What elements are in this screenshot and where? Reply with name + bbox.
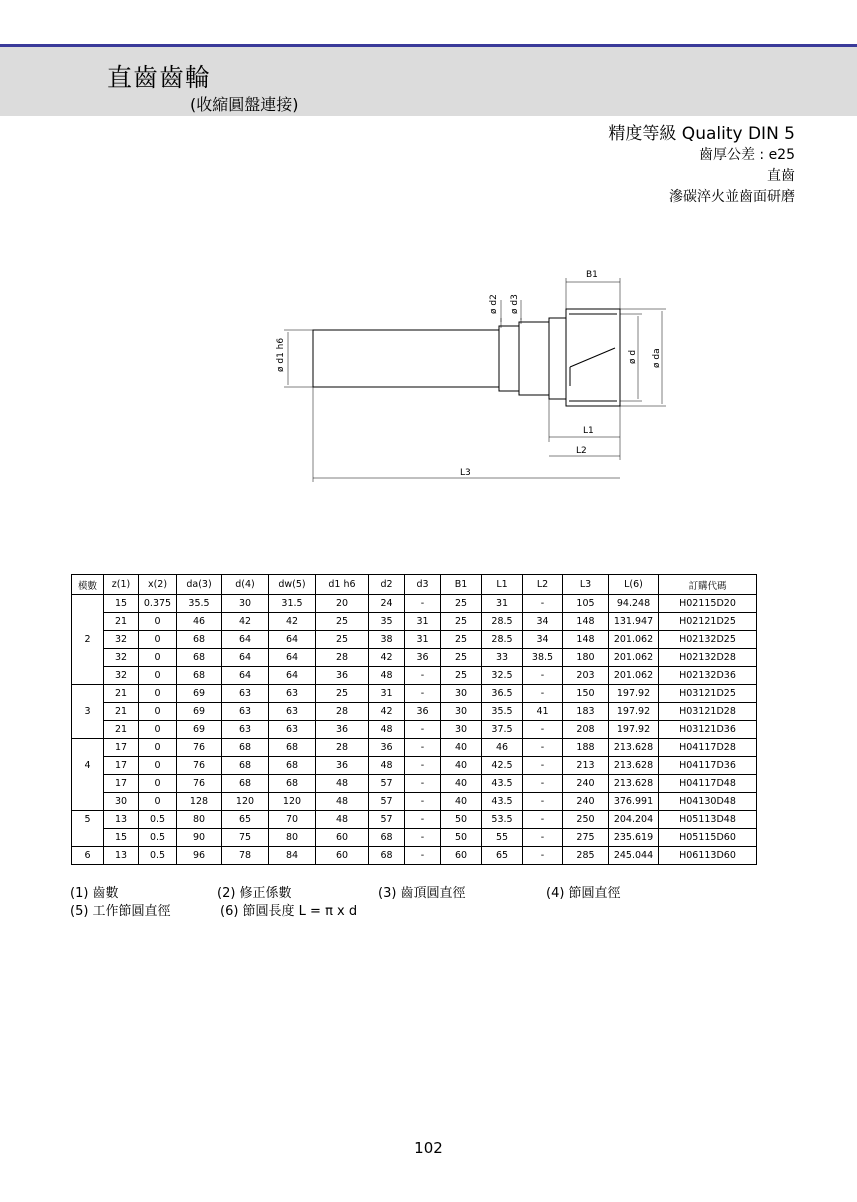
table-cell: 0.375 bbox=[139, 595, 177, 613]
table-cell: 213.628 bbox=[609, 775, 659, 793]
table-cell: 60 bbox=[316, 829, 369, 847]
table-cell: 213 bbox=[563, 757, 609, 775]
table-cell: 0 bbox=[139, 613, 177, 631]
table-cell: 208 bbox=[563, 721, 609, 739]
module-cell bbox=[72, 613, 104, 631]
table-cell: 40 bbox=[441, 793, 482, 811]
table-header-cell: da(3) bbox=[177, 575, 222, 595]
table-cell: 42 bbox=[369, 703, 405, 721]
table-cell: 64 bbox=[269, 649, 316, 667]
table-cell: 0 bbox=[139, 649, 177, 667]
table-cell: 197.92 bbox=[609, 721, 659, 739]
table-cell: 36 bbox=[405, 649, 441, 667]
table-cell: - bbox=[405, 829, 441, 847]
table-cell: 15 bbox=[104, 595, 139, 613]
table-cell: - bbox=[405, 757, 441, 775]
table-cell: 13 bbox=[104, 811, 139, 829]
hub-step-1 bbox=[499, 326, 519, 391]
table-cell: 204.204 bbox=[609, 811, 659, 829]
table-cell: - bbox=[523, 829, 563, 847]
table-cell: 21 bbox=[104, 703, 139, 721]
table-cell: 150 bbox=[563, 685, 609, 703]
module-cell bbox=[72, 649, 104, 667]
table-cell: H05115D60 bbox=[659, 829, 757, 847]
table-cell: 148 bbox=[563, 613, 609, 631]
table-cell: - bbox=[405, 685, 441, 703]
table-cell: 183 bbox=[563, 703, 609, 721]
table-cell: 68 bbox=[177, 649, 222, 667]
table-cell: 68 bbox=[369, 847, 405, 865]
table-cell: 68 bbox=[222, 775, 269, 793]
table-cell: 63 bbox=[222, 703, 269, 721]
table-row bbox=[72, 829, 757, 847]
table-cell: 21 bbox=[104, 685, 139, 703]
footnote-5: (5) 工作節圓直徑 bbox=[70, 904, 171, 919]
table-cell: 28.5 bbox=[482, 613, 523, 631]
table-cell: 0 bbox=[139, 757, 177, 775]
module-cell: 3 bbox=[72, 703, 104, 721]
table-cell: 17 bbox=[104, 757, 139, 775]
dim-d3: ø d3 bbox=[510, 294, 520, 314]
table-cell: - bbox=[405, 775, 441, 793]
table-header-cell: d2 bbox=[369, 575, 405, 595]
table-cell: 76 bbox=[177, 775, 222, 793]
table-header-cell: dw(5) bbox=[269, 575, 316, 595]
table-cell: 201.062 bbox=[609, 667, 659, 685]
table-row bbox=[72, 685, 757, 703]
table-cell: 96 bbox=[177, 847, 222, 865]
table-cell: - bbox=[523, 775, 563, 793]
dim-l1: L1 bbox=[583, 426, 594, 436]
table-cell: 25 bbox=[441, 631, 482, 649]
table-cell: 32 bbox=[104, 649, 139, 667]
table-header-cell: d1 h6 bbox=[316, 575, 369, 595]
table-cell: 25 bbox=[316, 613, 369, 631]
table-cell: 69 bbox=[177, 721, 222, 739]
table-header-cell: 訂購代碼 bbox=[659, 575, 757, 595]
table-cell: 50 bbox=[441, 829, 482, 847]
table-cell: 37.5 bbox=[482, 721, 523, 739]
table-cell: 46 bbox=[482, 739, 523, 757]
table-header-cell: 模數 bbox=[72, 575, 104, 595]
table-cell: 43.5 bbox=[482, 793, 523, 811]
table-cell: 201.062 bbox=[609, 649, 659, 667]
table-cell: 68 bbox=[369, 829, 405, 847]
table-cell: 131.947 bbox=[609, 613, 659, 631]
table-cell: 80 bbox=[269, 829, 316, 847]
table-header-cell: L(6) bbox=[609, 575, 659, 595]
table-cell: 64 bbox=[222, 631, 269, 649]
footnote-2: (2) 修正係數 bbox=[217, 886, 292, 901]
table-cell: 68 bbox=[222, 739, 269, 757]
tooth-type: 直齒 bbox=[767, 168, 795, 184]
table-row bbox=[72, 793, 757, 811]
table-cell: - bbox=[523, 685, 563, 703]
table-cell: 48 bbox=[316, 811, 369, 829]
table-cell: 25 bbox=[441, 613, 482, 631]
table-cell: H04117D48 bbox=[659, 775, 757, 793]
table-cell: 24 bbox=[369, 595, 405, 613]
table-cell: 57 bbox=[369, 793, 405, 811]
table-cell: 0 bbox=[139, 703, 177, 721]
table-cell: 0.5 bbox=[139, 847, 177, 865]
table-cell: 35 bbox=[369, 613, 405, 631]
table-cell: 53.5 bbox=[482, 811, 523, 829]
table-header-cell: z(1) bbox=[104, 575, 139, 595]
table-row bbox=[72, 667, 757, 685]
table-cell: - bbox=[523, 721, 563, 739]
table-cell: 240 bbox=[563, 775, 609, 793]
table-cell: 36 bbox=[316, 667, 369, 685]
table-row bbox=[72, 847, 757, 865]
table-cell: 48 bbox=[316, 793, 369, 811]
table-cell: 32 bbox=[104, 631, 139, 649]
table-cell: 240 bbox=[563, 793, 609, 811]
module-cell: 6 bbox=[72, 847, 104, 865]
footnote-1: (1) 齒數 bbox=[70, 886, 119, 901]
dim-d: ø d bbox=[628, 349, 638, 364]
dim-da: ø da bbox=[652, 348, 662, 368]
table-cell: 68 bbox=[177, 631, 222, 649]
module-cell: 2 bbox=[72, 631, 104, 649]
table-cell: 28 bbox=[316, 649, 369, 667]
table-cell: 28 bbox=[316, 703, 369, 721]
table-cell: 25 bbox=[441, 649, 482, 667]
table-cell: 105 bbox=[563, 595, 609, 613]
quality-grade: 精度等級 Quality DIN 5 bbox=[608, 124, 795, 144]
table-cell: - bbox=[405, 793, 441, 811]
table-cell: 55 bbox=[482, 829, 523, 847]
table-cell: H05113D48 bbox=[659, 811, 757, 829]
table-cell: 90 bbox=[177, 829, 222, 847]
table-cell: 43.5 bbox=[482, 775, 523, 793]
table-cell: H02115D20 bbox=[659, 595, 757, 613]
table-cell: 0 bbox=[139, 631, 177, 649]
table-cell: - bbox=[405, 847, 441, 865]
table-cell: 41 bbox=[523, 703, 563, 721]
gear-drawing bbox=[270, 260, 690, 490]
table-cell: - bbox=[523, 667, 563, 685]
table-cell: - bbox=[405, 811, 441, 829]
table-cell: 31 bbox=[405, 631, 441, 649]
table-cell: 63 bbox=[222, 685, 269, 703]
module-cell bbox=[72, 685, 104, 703]
table-cell: 21 bbox=[104, 613, 139, 631]
table-cell: 0.5 bbox=[139, 829, 177, 847]
table-cell: 31 bbox=[482, 595, 523, 613]
table-cell: 36 bbox=[405, 703, 441, 721]
table-cell: 48 bbox=[316, 775, 369, 793]
table-row bbox=[72, 703, 757, 721]
table-cell: 203 bbox=[563, 667, 609, 685]
table-cell: 201.062 bbox=[609, 631, 659, 649]
table-cell: - bbox=[523, 595, 563, 613]
table-cell: - bbox=[523, 757, 563, 775]
table-header-cell: B1 bbox=[441, 575, 482, 595]
table-row bbox=[72, 721, 757, 739]
table-row bbox=[72, 649, 757, 667]
table-cell: H03121D36 bbox=[659, 721, 757, 739]
table-cell: 34 bbox=[523, 631, 563, 649]
table-cell: 197.92 bbox=[609, 685, 659, 703]
dim-l2: L2 bbox=[576, 446, 587, 456]
footnote-6: (6) 節圓長度 L = π x d bbox=[220, 904, 358, 919]
table-cell: 40 bbox=[441, 775, 482, 793]
table-row bbox=[72, 811, 757, 829]
table-cell: H06113D60 bbox=[659, 847, 757, 865]
table-cell: 17 bbox=[104, 739, 139, 757]
table-cell: 148 bbox=[563, 631, 609, 649]
table-cell: 376.991 bbox=[609, 793, 659, 811]
module-cell bbox=[72, 739, 104, 757]
table-cell: 235.619 bbox=[609, 829, 659, 847]
table-cell: 20 bbox=[316, 595, 369, 613]
table-header-cell: d(4) bbox=[222, 575, 269, 595]
table-cell: 64 bbox=[222, 649, 269, 667]
table-cell: - bbox=[523, 739, 563, 757]
dim-b1: B1 bbox=[586, 270, 598, 280]
module-cell bbox=[72, 793, 104, 811]
table-cell: 28 bbox=[316, 739, 369, 757]
table-cell: 120 bbox=[269, 793, 316, 811]
table-header-cell: x(2) bbox=[139, 575, 177, 595]
table-cell: 68 bbox=[269, 757, 316, 775]
table-cell: 128 bbox=[177, 793, 222, 811]
footnote-4: (4) 節圓直徑 bbox=[546, 886, 621, 901]
module-cell bbox=[72, 775, 104, 793]
table-cell: 40 bbox=[441, 739, 482, 757]
table-cell: 32 bbox=[104, 667, 139, 685]
table-cell: 64 bbox=[269, 631, 316, 649]
table-cell: 38 bbox=[369, 631, 405, 649]
page-subtitle: (收縮圓盤連接) bbox=[190, 95, 299, 114]
table-cell: 60 bbox=[316, 847, 369, 865]
spec-table bbox=[71, 574, 757, 865]
table-cell: 68 bbox=[269, 775, 316, 793]
table-header-cell: L1 bbox=[482, 575, 523, 595]
shaft-outline bbox=[313, 330, 499, 387]
table-cell: H02132D25 bbox=[659, 631, 757, 649]
spec-block bbox=[608, 124, 795, 208]
table-cell: H02132D36 bbox=[659, 667, 757, 685]
table-cell: 197.92 bbox=[609, 703, 659, 721]
table-cell: 76 bbox=[177, 739, 222, 757]
table-cell: 76 bbox=[177, 757, 222, 775]
table-cell: - bbox=[523, 847, 563, 865]
table-cell: 25 bbox=[441, 595, 482, 613]
table-cell: 38.5 bbox=[523, 649, 563, 667]
table-cell: 36.5 bbox=[482, 685, 523, 703]
table-cell: 0 bbox=[139, 721, 177, 739]
table-cell: 94.248 bbox=[609, 595, 659, 613]
table-cell: 35.5 bbox=[177, 595, 222, 613]
dim-d2: ø d2 bbox=[489, 294, 499, 314]
table-cell: 30 bbox=[222, 595, 269, 613]
table-cell: 21 bbox=[104, 721, 139, 739]
table-cell: 15 bbox=[104, 829, 139, 847]
table-cell: 30 bbox=[104, 793, 139, 811]
table-cell: 25 bbox=[316, 685, 369, 703]
table-cell: - bbox=[523, 811, 563, 829]
module-cell: 5 bbox=[72, 811, 104, 829]
dim-d1: ø d1 h6 bbox=[276, 337, 286, 372]
table-cell: 36 bbox=[316, 757, 369, 775]
table-row bbox=[72, 613, 757, 631]
table-header-cell: L2 bbox=[523, 575, 563, 595]
hub-step-2 bbox=[519, 322, 549, 395]
table-cell: 70 bbox=[269, 811, 316, 829]
table-cell: 213.628 bbox=[609, 757, 659, 775]
table-cell: 60 bbox=[441, 847, 482, 865]
table-cell: 63 bbox=[269, 703, 316, 721]
table-cell: 285 bbox=[563, 847, 609, 865]
table-cell: 17 bbox=[104, 775, 139, 793]
table-cell: 31 bbox=[369, 685, 405, 703]
page-number: 102 bbox=[414, 1139, 443, 1157]
table-cell: 80 bbox=[177, 811, 222, 829]
table-cell: 42 bbox=[369, 649, 405, 667]
table-cell: 63 bbox=[269, 685, 316, 703]
table-cell: 36 bbox=[316, 721, 369, 739]
table-cell: 57 bbox=[369, 811, 405, 829]
table-cell: 78 bbox=[222, 847, 269, 865]
table-header-row bbox=[72, 575, 757, 595]
table-cell: 36 bbox=[369, 739, 405, 757]
table-cell: H04117D28 bbox=[659, 739, 757, 757]
table-cell: 69 bbox=[177, 703, 222, 721]
table-cell: 48 bbox=[369, 667, 405, 685]
table-cell: 32.5 bbox=[482, 667, 523, 685]
module-cell bbox=[72, 667, 104, 685]
tooth-tolerance: 齒厚公差 : e25 bbox=[698, 147, 795, 163]
table-cell: 30 bbox=[441, 703, 482, 721]
table-cell: - bbox=[405, 739, 441, 757]
table-cell: 250 bbox=[563, 811, 609, 829]
module-cell: 4 bbox=[72, 757, 104, 775]
table-cell: H04130D48 bbox=[659, 793, 757, 811]
table-cell: 69 bbox=[177, 685, 222, 703]
heat-treatment: 滲碳淬火並齒面研磨 bbox=[669, 189, 795, 205]
table-cell: 28.5 bbox=[482, 631, 523, 649]
table-cell: 84 bbox=[269, 847, 316, 865]
table-cell: 68 bbox=[177, 667, 222, 685]
table-cell: 275 bbox=[563, 829, 609, 847]
table-cell: 31 bbox=[405, 613, 441, 631]
table-cell: 0 bbox=[139, 685, 177, 703]
table-cell: 48 bbox=[369, 757, 405, 775]
module-cell bbox=[72, 829, 104, 847]
table-cell: 64 bbox=[269, 667, 316, 685]
module-cell bbox=[72, 595, 104, 613]
table-cell: 42 bbox=[269, 613, 316, 631]
table-cell: 33 bbox=[482, 649, 523, 667]
table-cell: 63 bbox=[222, 721, 269, 739]
table-cell: 213.628 bbox=[609, 739, 659, 757]
table-cell: - bbox=[405, 721, 441, 739]
table-cell: - bbox=[405, 595, 441, 613]
table-row bbox=[72, 631, 757, 649]
table-cell: 188 bbox=[563, 739, 609, 757]
table-cell: 35.5 bbox=[482, 703, 523, 721]
table-cell: 34 bbox=[523, 613, 563, 631]
page-title: 直齒齒輪 bbox=[107, 63, 212, 92]
table-cell: 0.5 bbox=[139, 811, 177, 829]
table-row bbox=[72, 757, 757, 775]
table-cell: 25 bbox=[441, 667, 482, 685]
table-row bbox=[72, 739, 757, 757]
table-cell: - bbox=[523, 793, 563, 811]
table-cell: H03121D28 bbox=[659, 703, 757, 721]
table-cell: 0 bbox=[139, 667, 177, 685]
table-cell: 68 bbox=[269, 739, 316, 757]
table-row bbox=[72, 775, 757, 793]
table-cell: H03121D25 bbox=[659, 685, 757, 703]
table-cell: 50 bbox=[441, 811, 482, 829]
table-cell: 120 bbox=[222, 793, 269, 811]
table-cell: 64 bbox=[222, 667, 269, 685]
hub-step-3 bbox=[549, 318, 566, 399]
table-cell: 46 bbox=[177, 613, 222, 631]
table-cell: 0 bbox=[139, 793, 177, 811]
table-cell: H02121D25 bbox=[659, 613, 757, 631]
table-cell: 65 bbox=[222, 811, 269, 829]
table-cell: H04117D36 bbox=[659, 757, 757, 775]
table-cell: H02132D28 bbox=[659, 649, 757, 667]
table-cell: 42 bbox=[222, 613, 269, 631]
table-cell: 0 bbox=[139, 775, 177, 793]
table-cell: 13 bbox=[104, 847, 139, 865]
table-cell: 30 bbox=[441, 721, 482, 739]
table-cell: 30 bbox=[441, 685, 482, 703]
table-cell: 42.5 bbox=[482, 757, 523, 775]
table-cell: 65 bbox=[482, 847, 523, 865]
table-cell: 75 bbox=[222, 829, 269, 847]
table-cell: 31.5 bbox=[269, 595, 316, 613]
table-cell: - bbox=[405, 667, 441, 685]
table-row bbox=[72, 595, 757, 613]
dim-l3: L3 bbox=[460, 468, 471, 478]
table-cell: 63 bbox=[269, 721, 316, 739]
table-cell: 57 bbox=[369, 775, 405, 793]
table-header-cell: L3 bbox=[563, 575, 609, 595]
table-cell: 40 bbox=[441, 757, 482, 775]
table-cell: 180 bbox=[563, 649, 609, 667]
table-header-cell: d3 bbox=[405, 575, 441, 595]
table-cell: 25 bbox=[316, 631, 369, 649]
table-cell: 0 bbox=[139, 739, 177, 757]
footnote-3: (3) 齒頂圓直徑 bbox=[378, 886, 466, 901]
table-cell: 48 bbox=[369, 721, 405, 739]
module-cell bbox=[72, 721, 104, 739]
table-cell: 245.044 bbox=[609, 847, 659, 865]
table-cell: 68 bbox=[222, 757, 269, 775]
